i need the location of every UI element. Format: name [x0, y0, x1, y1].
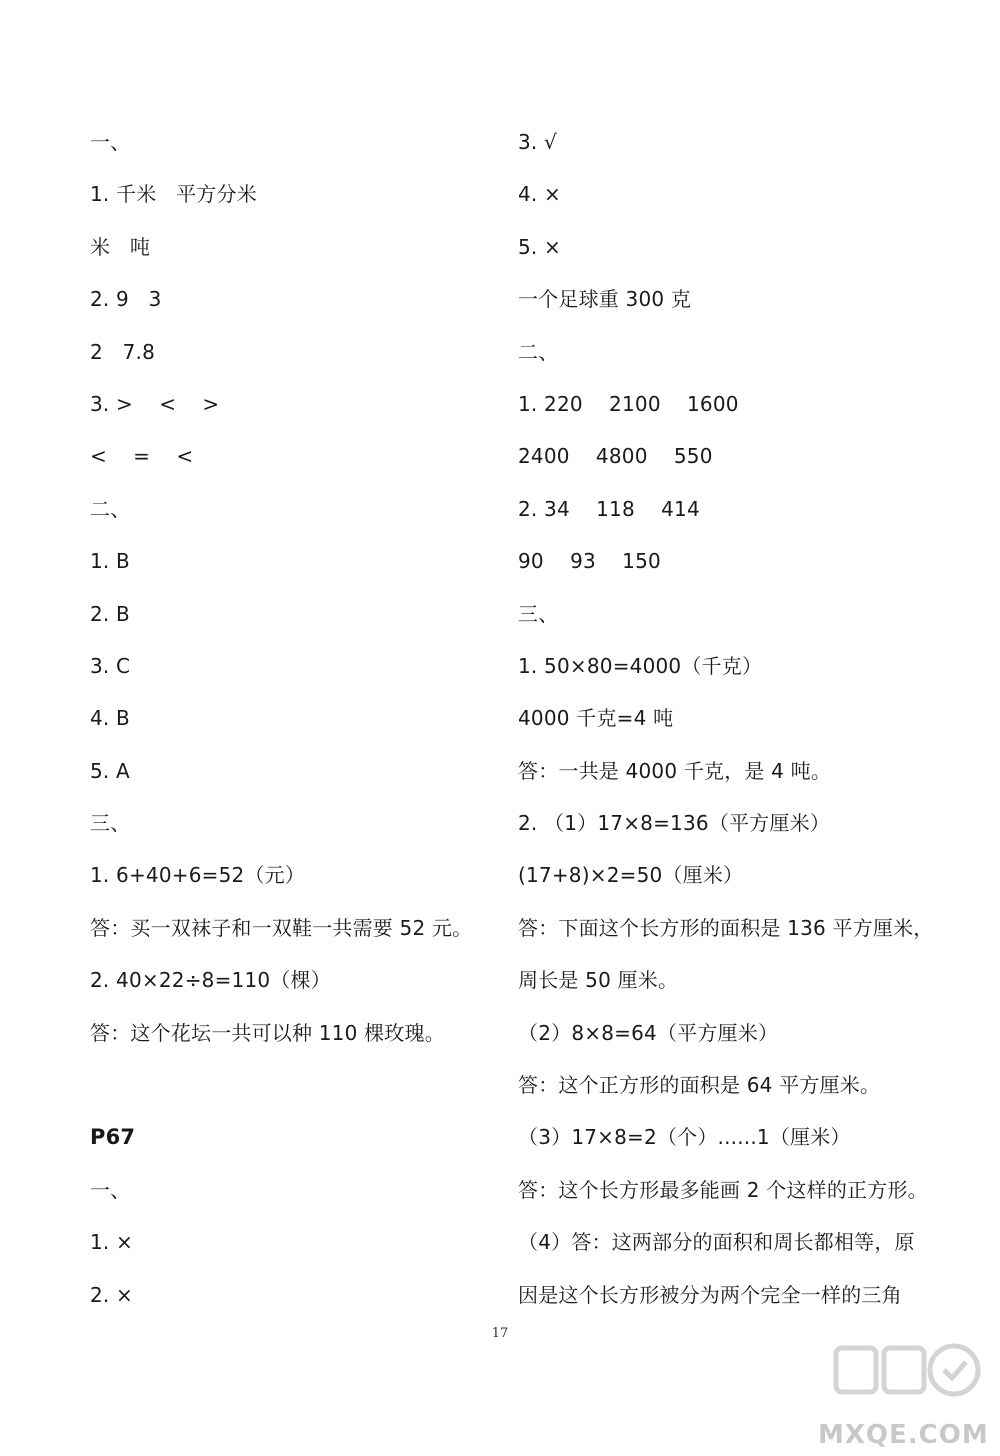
- right-item-line: 2400 4800 550: [518, 444, 713, 469]
- right-item-line: （3）17×8=2（个）......1（厘米）: [518, 1125, 851, 1150]
- right-item-line: 4000 千克=4 吨: [518, 706, 674, 731]
- right-section-line: 三、: [518, 601, 559, 626]
- right-item-line: 一个足球重 300 克: [518, 287, 692, 312]
- right-item-line: 1. 50×80=4000（千克）: [518, 653, 763, 678]
- right-item-line: 答：一共是 4000 千克，是 4 吨。: [518, 758, 832, 783]
- left-section-line: 二、: [90, 496, 131, 521]
- left-item-line: 1. ×: [90, 1230, 133, 1255]
- watermark-text: MXQE.COM: [818, 1420, 989, 1450]
- right-answer-column: [518, 118, 948, 1323]
- left-item-line: 3. C: [90, 653, 131, 678]
- right-item-line: 5. ×: [518, 234, 561, 259]
- left-item-line: 3. > < >: [90, 391, 220, 416]
- left-item-line: 1. 6+40+6=52（元）: [90, 863, 306, 888]
- left-item-line: 答：这个花坛一共可以种 110 棵玫瑰。: [90, 1020, 445, 1045]
- left-item-line: 2. 9 3: [90, 287, 162, 312]
- left-heading-line: P67: [90, 1125, 136, 1150]
- right-item-line: (17+8)×2=50（厘米）: [518, 863, 744, 888]
- left-item-line: 1. B: [90, 549, 130, 574]
- right-item-line: 因是这个长方形被分为两个完全一样的三角: [518, 1282, 902, 1307]
- right-item-line: 答：下面这个长方形的面积是 136 平方厘米，: [518, 915, 934, 940]
- right-item-line: 90 93 150: [518, 549, 661, 574]
- right-item-line: （2）8×8=64（平方厘米）: [518, 1020, 779, 1045]
- right-item-line: 2. 34 118 414: [518, 496, 700, 521]
- left-item-line: 米 吨: [90, 234, 151, 259]
- right-item-line: 1. 220 2100 1600: [518, 391, 739, 416]
- right-section-line: 二、: [518, 339, 559, 364]
- watermark-logo: [818, 1340, 988, 1450]
- left-blank-line: [90, 1061, 490, 1113]
- left-item-line: 4. B: [90, 706, 130, 731]
- left-item-line: 2 7.8: [90, 339, 156, 364]
- left-item-line: 2. B: [90, 601, 130, 626]
- page-number: 17: [491, 1326, 509, 1341]
- left-item-line: 2. ×: [90, 1282, 133, 1307]
- left-item-line: 5. A: [90, 758, 130, 783]
- right-item-line: 周长是 50 厘米。: [518, 968, 679, 993]
- left-item-line: 1. 千米 平方分米: [90, 182, 257, 207]
- right-item-line: 2. （1）17×8=136（平方厘米）: [518, 811, 831, 836]
- left-answer-column: [90, 118, 490, 1323]
- right-item-line: 3. √: [518, 130, 557, 154]
- left-section-line: 一、: [90, 1177, 131, 1202]
- right-item-line: （4）答：这两部分的面积和周长都相等，原: [518, 1230, 915, 1255]
- left-item-line: < = <: [90, 444, 194, 469]
- left-item-line: 答：买一双袜子和一双鞋一共需要 52 元。: [90, 915, 473, 940]
- left-section-line: 一、: [90, 130, 131, 154]
- right-item-line: 4. ×: [518, 182, 561, 207]
- right-item-line: 答：这个正方形的面积是 64 平方厘米。: [518, 1073, 881, 1098]
- left-item-line: 2. 40×22÷8=110（棵）: [90, 968, 331, 993]
- left-section-line: 三、: [90, 811, 131, 836]
- right-item-line: 答：这个长方形最多能画 2 个这样的正方形。: [518, 1177, 928, 1202]
